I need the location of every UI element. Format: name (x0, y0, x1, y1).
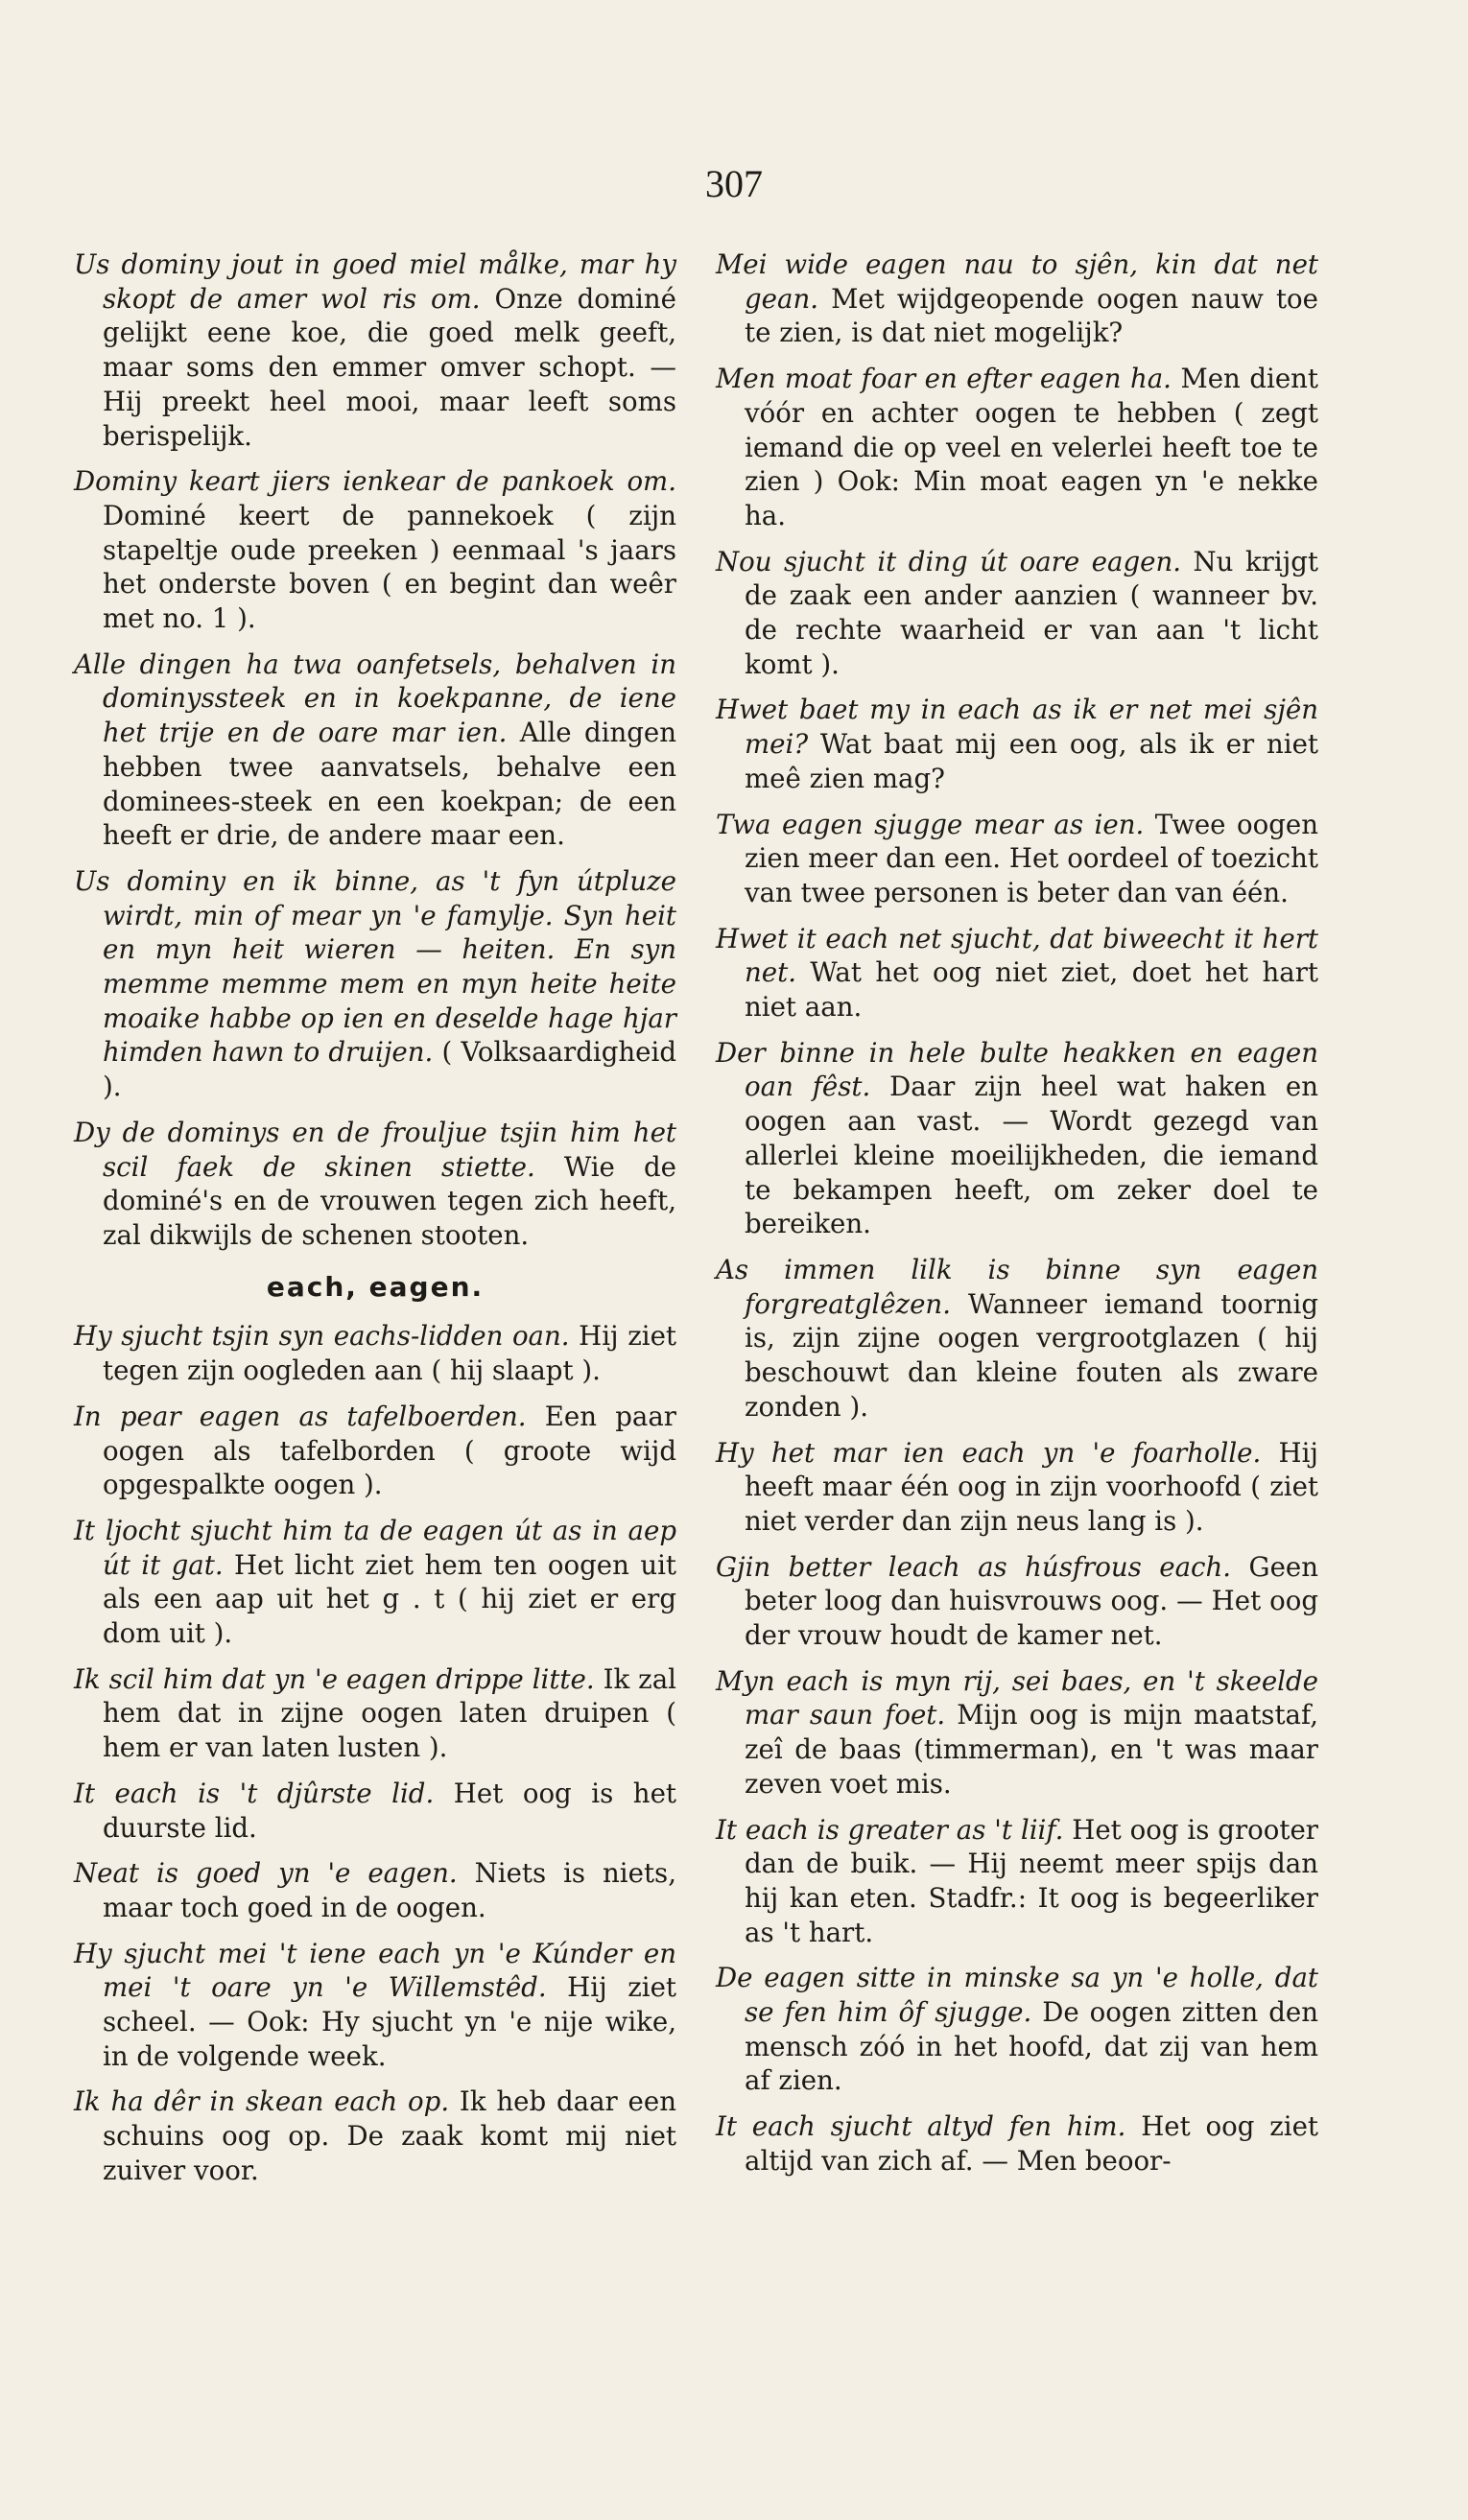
entry-phrase: It each is 't djûrste lid. (74, 1777, 435, 1809)
entry (716, 693, 1318, 795)
entry (74, 1662, 676, 1765)
entry-translation: Hij ziet scheel. — Ook: Hy sjucht yn 'e nije wike, in de volgende week. (103, 1971, 676, 2072)
entry-phrase: Gjin better leach as húsfrous each. (716, 1550, 1232, 1583)
entry (716, 362, 1318, 533)
entry-translation: Ik zal hem dat in zijne oogen laten druipen ( hem er van laten lusten ). (103, 1662, 676, 1764)
left-entries-after (74, 1319, 676, 2187)
entry (74, 864, 676, 1104)
entry (74, 1777, 676, 1845)
entry-phrase: Hwet it each net sjucht, dat biweecht it hert net. (716, 922, 1318, 989)
entry-translation: Niets is niets, maar toch goed in de oogen. (103, 1857, 676, 1923)
entry (74, 1937, 676, 2074)
entry (74, 464, 676, 636)
entry-phrase: Ik scil him dat yn 'e eagen drippe litte. (74, 1662, 595, 1695)
entry-translation: Daar zijn heel wat haken en oogen aan vast. — Wordt gezegd van allerlei kleine moeilijkheden, die iemand te bekampen heeft, om zeker doel te bereiken. (745, 1071, 1318, 1240)
entry (74, 1856, 676, 1924)
entry-phrase: Us dominy en ik binne, as 't fyn útpluze wirdt, min of mear yn 'e famylje. Syn heit en myn heit wieren — heiten. En syn memme memme mem en myn heite heite moaike habbe op ien en deselde hage hjar himden hawn to druijen. (74, 864, 676, 1069)
entry-phrase: Hwet baet my in each as ik er net mei sjên mei? (716, 694, 1318, 761)
section-heading: each, eagen. (266, 1270, 485, 1303)
entry-translation: Het oog is grooter dan de buik. — Hij neemt meer spijs dan hij kan eten. Stadfr.: It oog is begeerliker as 't hart. (745, 1813, 1318, 1948)
entry-phrase: Men moat foar en efter eagen ha. (716, 363, 1172, 395)
entry-phrase: Us dominy jout in goed miel målke, mar hy skopt de amer wol ris om. (74, 248, 676, 315)
entry (716, 1036, 1318, 1241)
entry (716, 1436, 1318, 1539)
page-number: 307 (705, 162, 763, 205)
entry-phrase: Twa eagen sjugge mear as ien. (716, 808, 1145, 840)
entry-phrase: Ik ha dêr in skean each op. (74, 2085, 450, 2118)
entry-translation: Onze dominé gelijkt eene koe, die goed melk geeft, maar soms den emmer omver schopt. — Hij preekt heel mooi, maar leeft soms berispelijk. (103, 282, 676, 452)
entry-translation: Hij ziet tegen zijn oogleden aan ( hij slaapt ). (103, 1320, 676, 1387)
entry-phrase: Dominy keart jiers ienkear de pankoek om. (74, 465, 676, 498)
entry (716, 545, 1318, 682)
entry-phrase: Dy de dominys en de frouljue tsjin him het scil faek de skinen stiette. (74, 1116, 676, 1183)
entry-translation: De oogen zitten den mensch zóó in het hoofd, dat zij van hem af zien. (745, 1996, 1318, 2097)
entry-phrase: In pear eagen as tafelboerden. (74, 1400, 527, 1432)
entry-phrase: Alle dingen ha twa oanfetsels, behalven in dominyssteek en in koekpanne, de iene het trije en de oare mar ien. (74, 648, 676, 749)
entry-translation: Hij heeft maar één oog in zijn voorhoofd ( ziet niet verder dan zijn neus lang is ). (745, 1436, 1318, 1537)
entry-translation: Mijn oog is mijn maatstaf, zeî de baas (timmerman), en 't was maar zeven voet mis. (745, 1699, 1318, 1800)
entry-phrase: Neat is goed yn 'e eagen. (74, 1857, 458, 1890)
entry-phrase: Hy sjucht tsjin syn eachs-lidden oan. (74, 1320, 570, 1353)
entry (716, 808, 1318, 910)
entry (74, 1319, 676, 1387)
entry-phrase: As immen lilk is binne syn eagen forgreatglêzen. (716, 1253, 1318, 1320)
entry-translation: Wie de dominé's en de vrouwen tegen zich heeft, zal dikwijls de schenen stooten. (103, 1150, 676, 1251)
entry-translation: Met wijdgeopende oogen nauw toe te zien, is dat niet mogelijk? (745, 282, 1318, 349)
entry-translation: Geen beter loog dan huisvrouws oog. — Het oog der vrouw houdt de kamer net. (745, 1550, 1318, 1652)
entry (74, 648, 676, 853)
entry-translation: Dominé keert de pannekoek ( zijn stapeltje oude preeken ) eenmaal 's jaars het onderste boven ( en begint dan weêr met no. 1 ). (103, 499, 676, 635)
entry (716, 1813, 1318, 1950)
right-entries (716, 247, 1318, 2179)
entry (74, 247, 676, 453)
entry-translation: Nu krijgt de zaak een ander aanzien ( wanneer bv. de rechte waarheid er van aan 't licht komt ). (745, 545, 1318, 680)
entry-phrase: De eagen sitte in minske sa yn 'e holle, dat se fen him ôf sjugge. (716, 1962, 1318, 2029)
entry-translation: Een paar oogen als tafelborden ( groote wijd opgespalkte oogen ). (103, 1400, 676, 1501)
entry (716, 247, 1318, 350)
entry-translation: Ik heb daar een schuins oog op. De zaak komt mij niet zuiver voor. (103, 2085, 676, 2186)
entry-phrase: Nou sjucht it ding út oare eagen. (716, 545, 1182, 577)
entry (74, 1116, 676, 1253)
entry (74, 1400, 676, 1502)
entry-phrase: It ljocht sjucht him ta de eagen út as in aep út it gat. (74, 1514, 676, 1581)
entry-phrase: Hy het mar ien each yn 'e foarholle. (716, 1436, 1262, 1469)
entry-translation: Twee oogen zien meer dan een. Het oordeel of toezicht van twee personen is beter dan van één. (745, 808, 1318, 908)
entry-translation: Alle dingen hebben twee aanvatsels, behalve een dominees-steek en een koekpan; de een heeft er drie, de andere maar een. (103, 717, 676, 852)
entry-translation: Het oog is het duurste lid. (103, 1777, 676, 1844)
entry-phrase: Mei wide eagen nau to sjên, kin dat net gean. (716, 248, 1318, 315)
entry-translation: Het oog ziet altijd van zich af. — Men beoor- (745, 2110, 1318, 2177)
entry-translation: Wanneer iemand toornig is, zijn zijne oogen vergrootglazen ( hij beschouwt dan kleine fouten als zware zonden ). (745, 1287, 1318, 1423)
entry-translation: Het licht ziet hem ten oogen uit als een aap uit het g . t ( hij ziet er erg dom uit ). (103, 1548, 677, 1650)
entry (716, 1253, 1318, 1425)
entry (74, 2084, 676, 2187)
left-column (74, 247, 676, 2200)
entry (716, 1664, 1318, 1802)
entry-translation: Wat baat mij een oog, als ik er niet meê zien mag? (745, 728, 1318, 794)
entry (716, 922, 1318, 1024)
left-entries (74, 247, 676, 1253)
entry-phrase: It each sjucht altyd fen him. (716, 2110, 1126, 2143)
entry-translation: ( Volksaardigheid ). (103, 1036, 676, 1103)
entry-phrase: Der binne in hele bulte heakken en eagen oan fêst. (716, 1036, 1318, 1103)
right-column (716, 247, 1318, 2190)
entry (716, 2109, 1318, 2178)
entry-translation: Men dient vóór en achter oogen te hebben ( zegt iemand die op veel en velerlei heeft toe te zien ) Ook: Min moat eagen yn 'e nekke ha. (745, 363, 1319, 531)
entry (716, 1550, 1318, 1653)
entry (716, 1961, 1318, 2098)
entry (74, 1514, 676, 1651)
entry-translation: Wat het oog niet ziet, doet het hart niet aan. (745, 956, 1318, 1024)
entry-phrase: Myn each is myn rij, sei baes, en 't skeelde mar saun foet. (716, 1664, 1318, 1731)
entry-phrase: It each is greater as 't liif. (716, 1813, 1064, 1846)
entry-phrase: Hy sjucht mei 't iene each yn 'e Kúnder en mei 't oare yn 'e Willemstêd. (74, 1937, 676, 2004)
